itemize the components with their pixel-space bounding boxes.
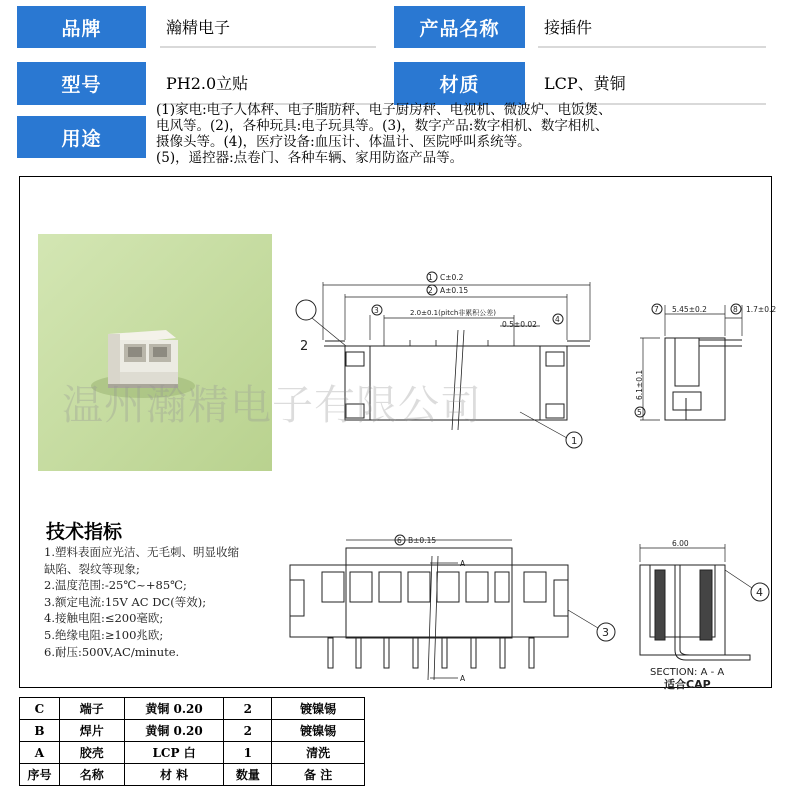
drawing-label-2: 2 — [300, 339, 309, 354]
usage-label: 用途 — [17, 116, 146, 158]
dim-600: 6.00 — [672, 539, 689, 548]
spec-line: 缺陷、裂纹等现象; — [44, 561, 140, 576]
dim-545: 5.45±0.2 — [672, 305, 707, 314]
bom-header-note: 备 注 — [272, 764, 365, 786]
callout-6-number: 6 — [397, 536, 402, 545]
callout-leader-large — [312, 318, 346, 346]
bom-name: 焊片 — [59, 720, 124, 742]
specs-title: 技术指标 — [46, 521, 123, 543]
bom-header-code: 序号 — [20, 764, 60, 786]
brand-label: 品牌 — [17, 6, 146, 48]
front-view-slot-right-bottom — [546, 404, 564, 418]
callout-5-side-number: 5 — [637, 408, 642, 417]
callout-c-number: 1 — [428, 273, 433, 282]
usage-line: (5)，遥控器:点卷门、各种车辆、家用防盗产品等。 — [156, 150, 464, 166]
material-label: 材质 — [394, 62, 525, 105]
dim-a: A±0.15 — [440, 286, 469, 295]
front-view-pins — [384, 340, 514, 346]
dim-tol-05: 0.5±0.02 — [502, 320, 537, 329]
bom-code: A — [20, 742, 60, 764]
callout-8-number: 8 — [733, 305, 738, 314]
side-view-cavity — [675, 338, 699, 386]
dim-c: C±0.2 — [440, 273, 464, 282]
product-name-label: 产品名称 — [394, 6, 525, 48]
specs-list — [44, 544, 294, 660]
bom-name: 胶壳 — [59, 742, 124, 764]
callout-a-number: 2 — [428, 286, 433, 295]
bom-qty: 1 — [224, 742, 272, 764]
usage-line: 摄像头等。(4)，医疗设备:血压计、体温计、医院呼叫系统等。 — [156, 134, 531, 150]
bom-material: 黄铜 0.20 — [124, 698, 224, 720]
callout-4-number: 4 — [555, 315, 560, 324]
callout-3-number: 3 — [374, 306, 379, 315]
spec-line: 1.塑料表面应光洁、无毛刺、明显收缩 — [44, 545, 239, 559]
callout-3-top-number: 3 — [602, 626, 609, 639]
front-view-slot-left — [346, 352, 364, 366]
bom-material: 黄铜 0.20 — [124, 720, 224, 742]
callout-4-section-number: 4 — [756, 586, 763, 599]
side-view-lock — [673, 392, 701, 410]
bom-header-name: 名称 — [59, 764, 124, 786]
spec-line: 4.接触电阻:≤200毫欧; — [44, 611, 164, 626]
spec-line: 6.耐压:500V,AC/minute. — [44, 644, 180, 659]
callout-leader-1 — [520, 412, 567, 438]
top-view-body — [290, 565, 568, 637]
top-view-pins — [328, 638, 534, 668]
usage-line: 电风等。(2)，各种玩具:电子玩具等。(3)，数字产品:数字相机、数字相机、 — [156, 118, 609, 134]
spec-line: 3.额定电流:15V AC DC(等效); — [44, 594, 207, 609]
bom-note: 镀镍锡 — [272, 698, 365, 720]
callout-1-number: 1 — [571, 436, 578, 447]
bom-qty: 2 — [224, 720, 272, 742]
dim-b: B±0.15 — [408, 536, 437, 545]
bom-code: C — [20, 698, 60, 720]
cap-label: 适合CAP — [664, 678, 711, 691]
callout-circle-large — [296, 300, 316, 320]
material-value: LCP、黄铜 — [538, 62, 766, 105]
spec-line: 5.绝缘电阻:≥100兆欧; — [44, 627, 164, 642]
bom-material: LCP 白 — [124, 742, 224, 764]
dim-61: 6.1±0.1 — [635, 369, 644, 400]
side-view-body — [665, 338, 725, 420]
section-hatch-left — [655, 570, 665, 640]
company-watermark: 温州瀚精电子有限公司 — [62, 381, 482, 429]
callout-leader-4 — [725, 570, 752, 588]
top-view-tab-right — [554, 580, 568, 616]
product-name-value: 接插件 — [538, 6, 766, 48]
usage-line: (1)家电:电子人体秤、电子脂肪秤、电子厨房秤、电视机、微波炉、电饭煲、 — [156, 102, 612, 118]
bom-name: 端子 — [59, 698, 124, 720]
front-view-slot-right — [546, 352, 564, 366]
bom-qty: 2 — [224, 698, 272, 720]
bom-code: B — [20, 720, 60, 742]
top-view-housing — [346, 548, 512, 638]
dim-pitch: 2.0±0.1(pitch非累积公差) — [410, 309, 497, 317]
table-row — [20, 720, 365, 742]
section-mark-bottom: A — [460, 674, 466, 683]
model-label: 型号 — [17, 62, 146, 105]
bom-header-material: 材 料 — [124, 764, 224, 786]
section-hatch-right — [700, 570, 712, 640]
section-mark-top: A — [460, 559, 466, 568]
bom-note: 镀镍锡 — [272, 720, 365, 742]
section-label: SECTION: A - A — [650, 667, 725, 678]
bom-table — [19, 697, 365, 786]
table-header-row — [20, 764, 365, 786]
bom-note: 清洗 — [272, 742, 365, 764]
callout-7-number: 7 — [654, 305, 659, 314]
dim-17: 1.7±0.2 — [746, 305, 777, 314]
bom-header-qty: 数量 — [224, 764, 272, 786]
side-view-dimensions — [640, 305, 742, 420]
brand-value: 瀚精电子 — [160, 6, 376, 48]
callout-leader-3 — [568, 610, 598, 628]
table-row — [20, 698, 365, 720]
model-value: PH2.0立贴 — [160, 62, 376, 105]
table-row — [20, 742, 365, 764]
spec-line: 2.温度范围:-25℃~+85℃; — [44, 578, 187, 593]
